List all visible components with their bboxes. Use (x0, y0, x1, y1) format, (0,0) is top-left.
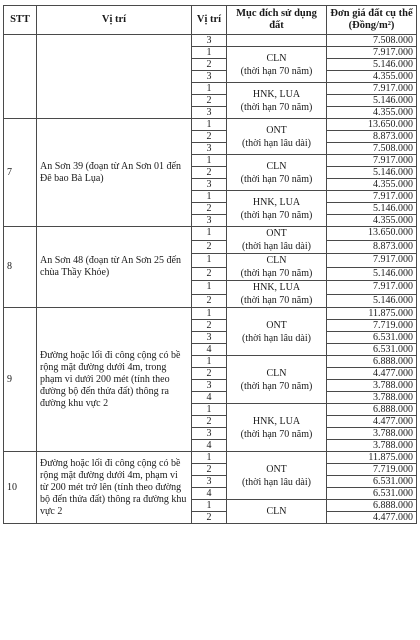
position-cell: 2 (192, 294, 227, 308)
purpose-cell (227, 155, 327, 191)
purpose-line: HNK, LUA (252, 88, 301, 100)
purpose-cell (227, 35, 327, 47)
price-cell: 7.917.000 (327, 191, 417, 203)
price-cell: 6.888.000 (327, 500, 417, 512)
purpose-line: (thời hạn 70 năm) (240, 268, 313, 279)
position-cell: 4 (192, 344, 227, 356)
purpose-line: HNK, LUA (252, 282, 301, 293)
row-location (37, 35, 192, 119)
position-cell: 1 (192, 356, 227, 368)
price-cell: 3.788.000 (327, 428, 417, 440)
purpose-line: (thời hạn 70 năm) (240, 428, 313, 440)
price-cell: 6.531.000 (327, 344, 417, 356)
price-cell: 6.531.000 (327, 332, 417, 344)
position-cell: 1 (192, 83, 227, 95)
row-stt (4, 35, 37, 119)
position-cell: 1 (192, 308, 227, 320)
price-cell: 4.355.000 (327, 71, 417, 83)
price-cell: 3.788.000 (327, 380, 417, 392)
purpose-line: (thời hạn lâu dài) (242, 137, 311, 149)
position-cell: 2 (192, 203, 227, 215)
header-row (4, 6, 417, 35)
price-cell: 5.146.000 (327, 59, 417, 71)
price-cell: 6.531.000 (327, 476, 417, 488)
position-cell: 3 (192, 143, 227, 155)
header-position: Vị trí (192, 6, 227, 35)
price-cell: 7.917.000 (327, 155, 417, 167)
position-cell: 1 (192, 119, 227, 131)
purpose-cell (227, 281, 327, 308)
purpose-line: CLN (266, 52, 287, 64)
price-cell: 7.917.000 (327, 281, 417, 295)
header-price: Đơn giá đất cụ thể (Đồng/m²) (327, 6, 417, 35)
purpose-cell (227, 452, 327, 500)
header-location: Vị trí (37, 6, 192, 35)
price-cell: 8.873.000 (327, 240, 417, 254)
purpose-line: HNK, LUA (252, 196, 301, 208)
purpose-line: ONT (266, 228, 287, 239)
price-cell: 11.875.000 (327, 308, 417, 320)
price-cell: 6.888.000 (327, 404, 417, 416)
price-cell: 4.355.000 (327, 215, 417, 227)
purpose-line: (thời hạn lâu dài) (242, 241, 311, 252)
position-cell: 2 (192, 464, 227, 476)
price-cell: 3.788.000 (327, 440, 417, 452)
position-cell: 1 (192, 281, 227, 295)
row-location: An Sơn 39 (đoạn từ An Sơn 01 đến Đê bao Bà Lụa) (37, 119, 192, 227)
position-cell: 1 (192, 47, 227, 59)
price-cell: 7.917.000 (327, 254, 417, 268)
price-cell: 4.477.000 (327, 416, 417, 428)
purpose-cell (227, 500, 327, 524)
position-cell: 3 (192, 107, 227, 119)
position-cell: 1 (192, 404, 227, 416)
table-row (4, 308, 417, 320)
position-cell: 2 (192, 131, 227, 143)
position-cell: 1 (192, 254, 227, 268)
price-cell: 4.477.000 (327, 512, 417, 524)
purpose-cell (227, 119, 327, 155)
purpose-line: (thời hạn 70 năm) (240, 295, 313, 306)
purpose-cell (227, 404, 327, 452)
price-cell: 7.508.000 (327, 35, 417, 47)
position-cell: 3 (192, 71, 227, 83)
position-cell: 3 (192, 215, 227, 227)
purpose-line: (thời hạn 70 năm) (240, 209, 313, 221)
price-cell: 5.146.000 (327, 294, 417, 308)
position-cell: 2 (192, 320, 227, 332)
position-cell: 2 (192, 167, 227, 179)
position-cell: 2 (192, 368, 227, 380)
row-stt: 8 (4, 227, 37, 308)
purpose-line: (thời hạn 70 năm) (240, 101, 313, 113)
purpose-cell (227, 356, 327, 404)
row-stt: 10 (4, 452, 37, 524)
row-stt: 7 (4, 119, 37, 227)
price-cell: 6.531.000 (327, 488, 417, 500)
price-cell: 7.917.000 (327, 47, 417, 59)
table-row (4, 227, 417, 241)
purpose-line: (thời hạn 70 năm) (240, 380, 313, 392)
table-row (4, 35, 417, 47)
purpose-line: ONT (266, 463, 287, 475)
position-cell: 1 (192, 500, 227, 512)
price-cell: 11.875.000 (327, 452, 417, 464)
price-cell: 7.917.000 (327, 83, 417, 95)
table-body (4, 35, 417, 524)
purpose-cell (227, 83, 327, 119)
position-cell: 2 (192, 59, 227, 71)
purpose-line: (thời hạn lâu dài) (242, 476, 311, 488)
price-cell: 8.873.000 (327, 131, 417, 143)
price-cell: 5.146.000 (327, 95, 417, 107)
price-cell: 3.788.000 (327, 392, 417, 404)
purpose-cell (227, 227, 327, 254)
position-cell: 1 (192, 191, 227, 203)
price-cell: 13.650.000 (327, 119, 417, 131)
price-cell: 4.477.000 (327, 368, 417, 380)
purpose-line: ONT (266, 124, 287, 136)
purpose-line: (thời hạn lâu dài) (242, 332, 311, 344)
purpose-line: (thời hạn 70 năm) (240, 173, 313, 185)
position-cell: 2 (192, 416, 227, 428)
price-cell: 6.888.000 (327, 356, 417, 368)
table-row (4, 119, 417, 131)
position-cell: 3 (192, 380, 227, 392)
price-cell: 5.146.000 (327, 267, 417, 281)
position-cell: 1 (192, 227, 227, 241)
purpose-line: (thời hạn 70 năm) (240, 65, 313, 77)
row-location: An Sơn 48 (đoạn từ An Sơn 25 đến chùa Thầy Khỏe) (37, 227, 192, 308)
purpose-line: CLN (266, 367, 287, 379)
purpose-cell (227, 47, 327, 83)
land-price-table (3, 5, 417, 524)
price-cell: 5.146.000 (327, 167, 417, 179)
price-cell: 13.650.000 (327, 227, 417, 241)
price-cell: 4.355.000 (327, 107, 417, 119)
position-cell: 4 (192, 488, 227, 500)
position-cell: 3 (192, 476, 227, 488)
purpose-cell (227, 308, 327, 356)
purpose-line: ONT (266, 319, 287, 331)
row-location: Đường hoặc lối đi công cộng có bề rộng mặt đường dưới 4m, trong phạm vi dưới 200 mét (tính theo đường bộ đến thửa đất) thông ra đường khu vực 2 (37, 308, 192, 452)
position-cell: 1 (192, 452, 227, 464)
price-cell: 4.355.000 (327, 179, 417, 191)
position-cell: 3 (192, 332, 227, 344)
purpose-line: CLN (266, 255, 287, 266)
table-header (4, 6, 417, 35)
position-cell: 4 (192, 392, 227, 404)
position-cell: 1 (192, 155, 227, 167)
purpose-cell (227, 191, 327, 227)
header-stt: STT (4, 6, 37, 35)
position-cell: 2 (192, 95, 227, 107)
purpose-line: CLN (266, 506, 287, 517)
position-cell: 4 (192, 440, 227, 452)
position-cell: 3 (192, 428, 227, 440)
position-cell: 2 (192, 512, 227, 524)
position-cell: 3 (192, 35, 227, 47)
price-cell: 7.719.000 (327, 464, 417, 476)
row-location: Đường hoặc lối đi công cộng có bề rộng mặt đường dưới 4m, phạm vi từ 200 mét trở lên (tính theo đường bộ đến thửa đất) thông ra đường khu vực 2 (37, 452, 192, 524)
price-cell: 5.146.000 (327, 203, 417, 215)
position-cell: 2 (192, 267, 227, 281)
table-row (4, 452, 417, 464)
price-cell: 7.508.000 (327, 143, 417, 155)
row-stt: 9 (4, 308, 37, 452)
position-cell: 2 (192, 240, 227, 254)
price-cell: 7.719.000 (327, 320, 417, 332)
purpose-cell (227, 254, 327, 281)
purpose-line: HNK, LUA (252, 415, 301, 427)
purpose-line: CLN (266, 160, 287, 172)
header-purpose: Mục đích sử dụng đất (227, 6, 327, 35)
position-cell: 3 (192, 179, 227, 191)
